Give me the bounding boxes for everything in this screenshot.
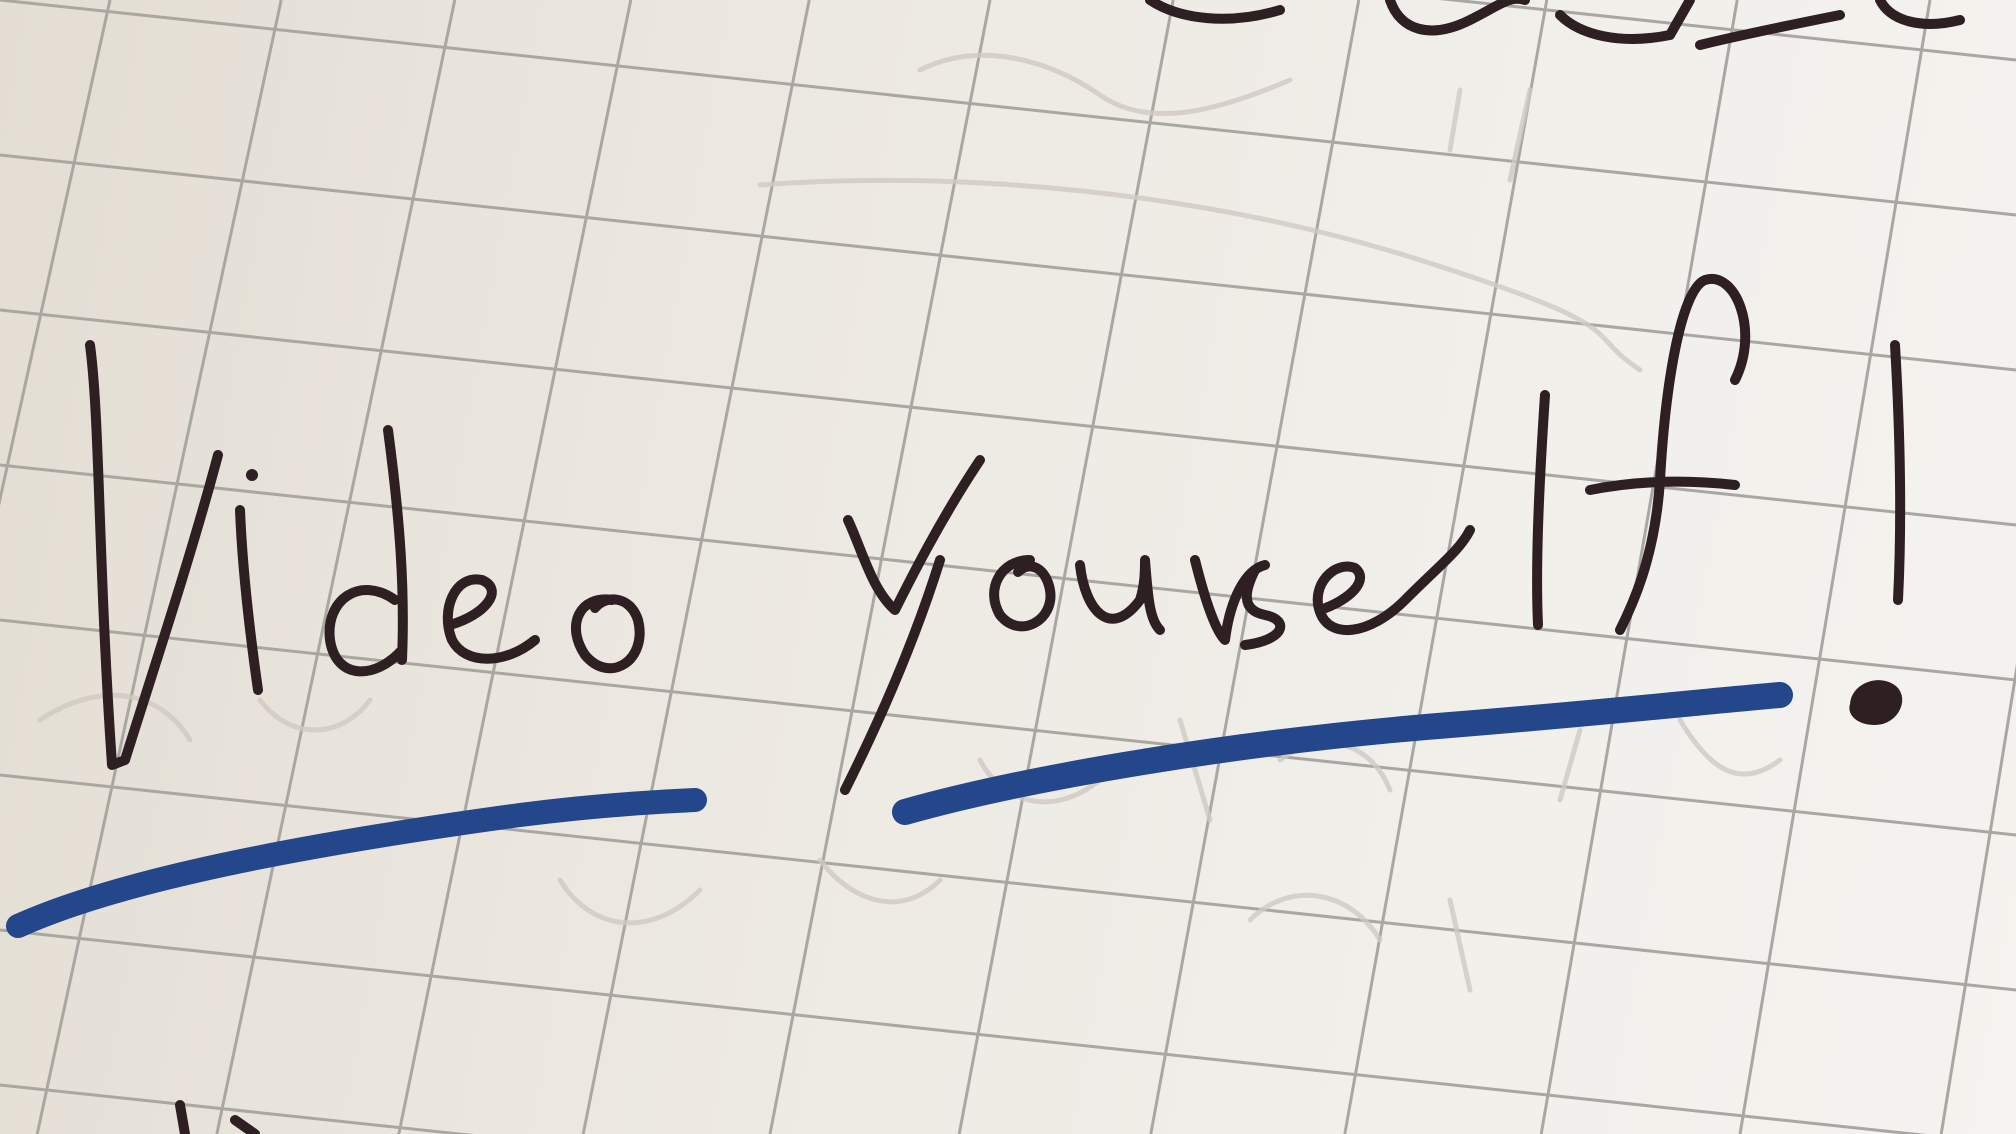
underline-yourself xyxy=(905,695,1780,812)
partial-word-top xyxy=(1150,0,1960,45)
partial-word-bottom xyxy=(180,1105,255,1134)
word-video xyxy=(90,345,640,765)
underline-video xyxy=(18,800,695,926)
word-yourself xyxy=(845,279,1900,790)
